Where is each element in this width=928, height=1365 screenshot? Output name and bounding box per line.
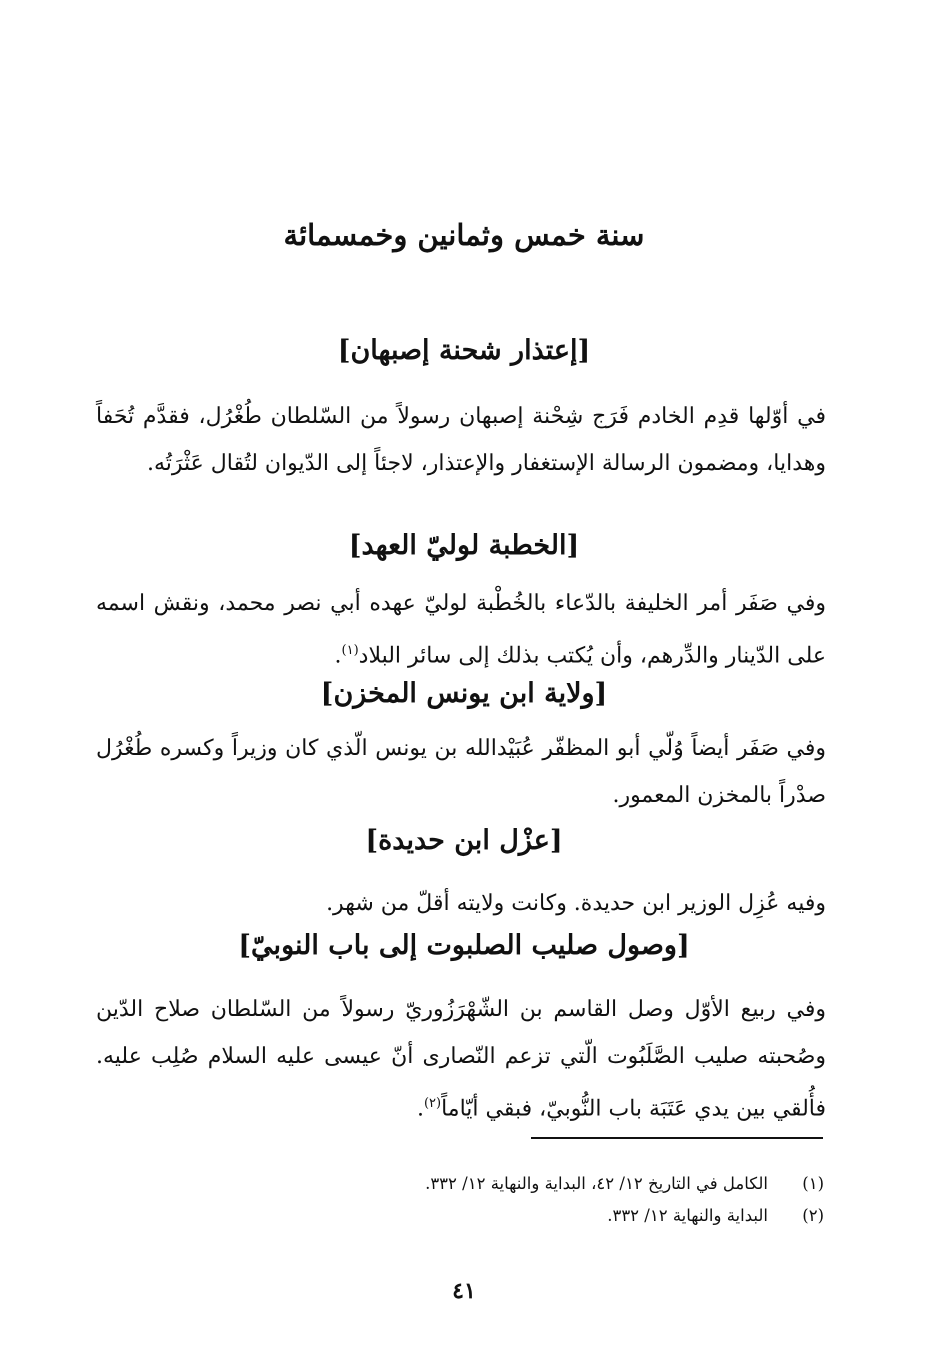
footnote-ref: (٢)	[423, 1096, 442, 1111]
footnote-text: البداية والنهاية ١٢/ ٣٣٢.	[607, 1206, 768, 1225]
section-paragraph: وفيه عُزِل الوزير ابن حديدة. وكانت ولايته أقلّ من شهر.	[326, 891, 826, 916]
section-paragraph	[96, 580, 826, 679]
paragraph-end: .	[334, 643, 342, 669]
footnote-divider	[531, 1137, 823, 1139]
footnote	[124, 1202, 824, 1230]
paragraph-text: وفي ربيع الأوّل وصل القاسم بن الشّهْرَزُوريّ رسولاً من السّلطان صلاح الدّين وصُحبته صليب الصَّلَبُوت الّتي تزعم النّصارى أنّ عيسى عليه السلام صُلِب عليه. فأُلقي بين يدي عَتَبَة باب النُّوبيّ، فبقي أيّاماً	[96, 997, 826, 1122]
footnote-number: (١)	[802, 1174, 824, 1193]
section-heading: [عزْل ابن حديدة]	[365, 825, 563, 856]
footnote-text: الكامل في التاريخ ١٢/ ٤٢، البداية والنهاية ١٢/ ٣٣٢.	[425, 1174, 768, 1193]
footnote	[124, 1170, 824, 1198]
section-heading: [ولاية ابن يونس المخزن]	[320, 678, 608, 709]
paragraph-text: وفي صَفَر أمر الخليفة بالدّعاء بالخُطْبة لوليّ عهده أبي نصر محمد، ونقش اسمه على الدّينار والدِّرهم، وأن يُكتب بذلك إلى سائر البلاد	[96, 591, 826, 669]
section-paragraph: وفي صَفَر أيضاً وُلّي أبو المظفّر عُبَيْدالله بن يونس الّذي كان وزيراً وكسره طُغْرُل صدْراً بالمخزن المعمور.	[96, 736, 826, 808]
section-heading: [الخطبة لوليّ العهد]	[348, 530, 580, 561]
paragraph-end: .	[416, 1096, 424, 1122]
section-paragraph	[96, 986, 826, 1132]
footnote-ref: (١)	[341, 643, 359, 658]
section-heading: [وصول صليب الصلبوت إلى باب النوبيّ]	[238, 930, 690, 961]
section-heading: [إعتذار شحنة إصبهان]	[337, 335, 591, 366]
section-paragraph: في أوّلها قدِم الخادم فَرَج شِحْنة إصبهان رسولاً من السّلطان طُغْرُل، فقدَّم تُحَفاً وهدايا، ومضمون الرسالة الإستغفار والإعتذار، لاجئاً إلى الدّيوان لتُقال عَثْرَتُه.	[96, 404, 826, 476]
page-title: سنة خمس وثمانين وخمسمائة	[283, 218, 645, 252]
page-number: ٤١	[452, 1278, 476, 1304]
footnote-number: (٢)	[802, 1206, 824, 1225]
